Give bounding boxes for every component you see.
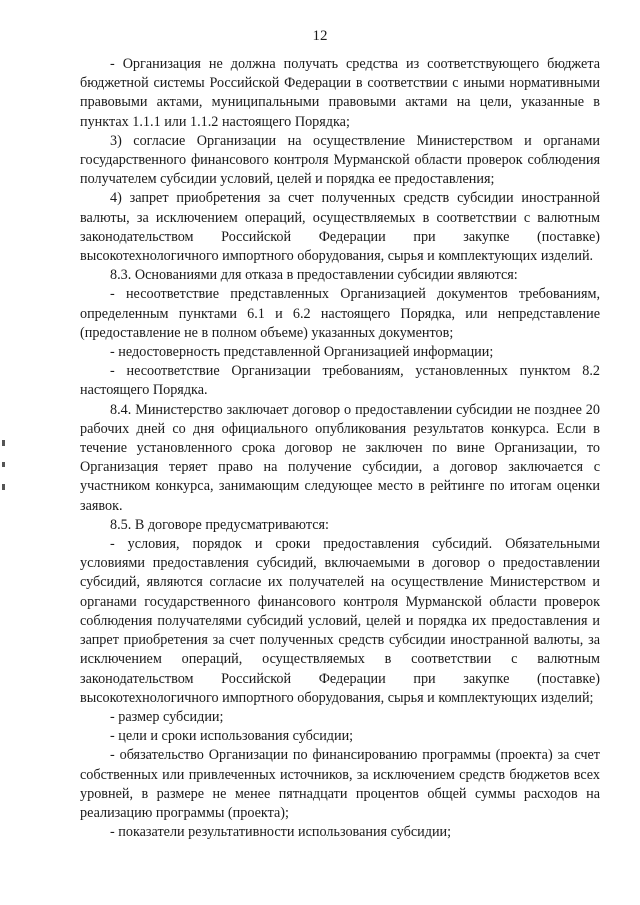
scan-artifact-mark [2, 440, 5, 446]
paragraph: - показатели результативности использования субсидии; [110, 824, 452, 841]
paragraph: - несоответствие Организации требованиям, установленных пунктом 8.2 настоящего Порядка. [80, 363, 600, 399]
paragraph: - Организация не должна получать средства из соответствующего бюджета бюджетной системы Российской Федерации в соответствии с иными нормативными правовыми актами, муниципальными правовыми актами на цели, указанные в пунктах 1.1.1 или 1.1.2 настоящего Порядка; [80, 56, 600, 130]
paragraph: 3) согласие Организации на осуществление Министерством и органами государственного финансового контроля Мурманской области проверок соблюдения получателем субсидии условий, целей и порядка ее предоставления; [80, 132, 600, 188]
paragraph: 4) запрет приобретения за счет полученных средств субсидии иностранной валюты, за исключением операций, осуществляемых в соответствии с валютным законодательством Российской Федерации при закупке (поставке) высокотехнологичного импортного оборудования, сырья и комплектующих изделий. [80, 190, 600, 265]
document-body [80, 55, 600, 842]
paragraph: - несоответствие представленных Организацией документов требованиям, определенным пунктами 6.1 и 6.2 настоящего Порядка, или непредставление (предоставление не в полном объеме) указанных документов; [80, 286, 600, 341]
paragraph: - обязательство Организации по финансированию программы (проекта) за счет собственных или привлеченных источников, за исключением средств бюджетов всех уровней, в размере не менее пятнадцати процентов общей суммы расходов на реализацию программы (проекта); [80, 747, 600, 821]
scan-artifact-mark [2, 484, 5, 490]
paragraph: 8.3. Основаниями для отказа в предоставлении субсидии являются: [110, 267, 518, 284]
paragraph: - недостоверность представленной Организацией информации; [110, 344, 494, 361]
page-number: 12 [312, 28, 328, 44]
paragraph: 8.5. В договоре предусматриваются: [110, 516, 329, 533]
paragraph: - цели и сроки использования субсидии; [110, 728, 354, 745]
paragraph: 8.4. Министерство заключает договор о предоставлении субсидии не позднее 20 рабочих дней со дня официального опубликования результатов конкурса. Если в течение установленного срока договор не заключен по вине Организации, то Организация теряет право на получение субсидии, а договор заключается с участником конкурса, занимающим следующее место в рейтинге по итогам оценки заявок. [80, 401, 600, 514]
paragraph: - размер субсидии; [110, 708, 224, 725]
scan-artifact-mark [2, 462, 5, 467]
paragraph: - условия, порядок и сроки предоставления субсидий. Обязательными условиями предоставления субсидий, включаемыми в договор о предоставлении субсидий, являются согласие их получателей на осуществление Министерством и органами государственного финансового контроля Мурманской области проверок соблюдения получателями субсидий условий, целей и порядка их предоставления и запрет приобретения за счет полученных средств субсидии иностранной валюты, за исключением операций, осуществляемых в соответствии с валютным законодательством Российской Федерации при закупке (поставке) высокотехнологичного импортного оборудования, сырья и комплектующих изделий; [80, 536, 600, 706]
